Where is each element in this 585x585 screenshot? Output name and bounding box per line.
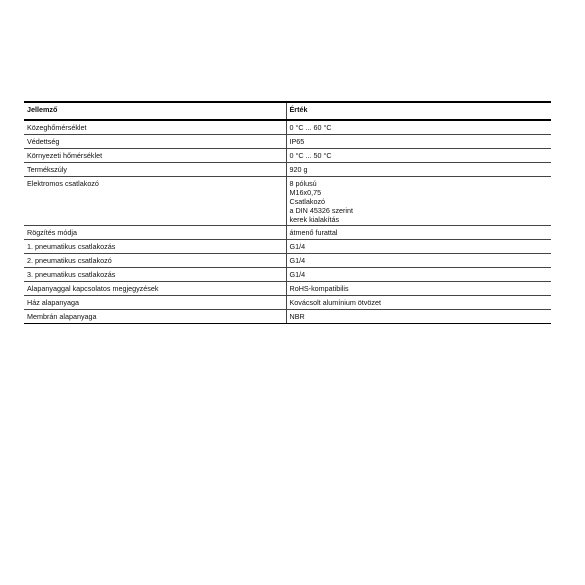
spec-table [24, 101, 551, 324]
value-line: kerek kialakítás [289, 215, 340, 224]
table-row [24, 240, 551, 254]
value-line: G1/4 [289, 256, 306, 265]
value-line: Csatlakozó [289, 197, 326, 206]
value-line: 0 °C ... 50 °C [289, 151, 332, 160]
value-cell [286, 177, 551, 226]
value-line: IP65 [289, 137, 305, 146]
value-line: G1/4 [289, 270, 306, 279]
header-row [24, 102, 551, 120]
table-row [24, 296, 551, 310]
feature-cell: Közeghőmérséklet [24, 120, 286, 135]
value-line: M16x0,75 [289, 188, 322, 197]
table-row [24, 120, 551, 135]
value-line: a DIN 45326 szerint [289, 206, 354, 215]
feature-cell: 2. pneumatikus csatlakozó [24, 254, 286, 268]
feature-cell: 1. pneumatikus csatlakozás [24, 240, 286, 254]
feature-cell: Védettség [24, 135, 286, 149]
value-cell [286, 120, 551, 135]
table-row [24, 135, 551, 149]
value-cell [286, 240, 551, 254]
feature-cell: Rögzítés módja [24, 226, 286, 240]
table-row [24, 226, 551, 240]
table-row [24, 149, 551, 163]
value-line: 0 °C ... 60 °C [289, 123, 332, 132]
header-feature: Jellemző [24, 102, 286, 120]
table-row [24, 282, 551, 296]
value-cell [286, 254, 551, 268]
value-line: NBR [289, 312, 305, 321]
feature-cell: Ház alapanyaga [24, 296, 286, 310]
table-row [24, 177, 551, 226]
table-row [24, 163, 551, 177]
value-cell [286, 296, 551, 310]
value-line: RoHS-kompatibilis [289, 284, 349, 293]
value-line: 920 g [289, 165, 308, 174]
value-line: 8 pólusú [289, 179, 317, 188]
value-cell [286, 282, 551, 296]
feature-cell: Környezeti hőmérséklet [24, 149, 286, 163]
value-cell [286, 149, 551, 163]
feature-cell: Membrán alapanyaga [24, 310, 286, 324]
feature-cell: Alapanyaggal kapcsolatos megjegyzések [24, 282, 286, 296]
header-value: Érték [286, 102, 551, 120]
value-cell [286, 268, 551, 282]
spec-table-body [24, 120, 551, 324]
value-line: G1/4 [289, 242, 306, 251]
table-row [24, 254, 551, 268]
value-cell [286, 310, 551, 324]
value-line: átmenő furattal [289, 228, 338, 237]
value-line: Kovácsolt alumínium ötvözet [289, 298, 381, 307]
table-row [24, 310, 551, 324]
value-cell [286, 163, 551, 177]
table-row [24, 268, 551, 282]
value-cell [286, 135, 551, 149]
value-cell [286, 226, 551, 240]
feature-cell: 3. pneumatikus csatlakozás [24, 268, 286, 282]
spec-table-header [24, 102, 551, 120]
feature-cell: Elektromos csatlakozó [24, 177, 286, 226]
feature-cell: Termékszúly [24, 163, 286, 177]
